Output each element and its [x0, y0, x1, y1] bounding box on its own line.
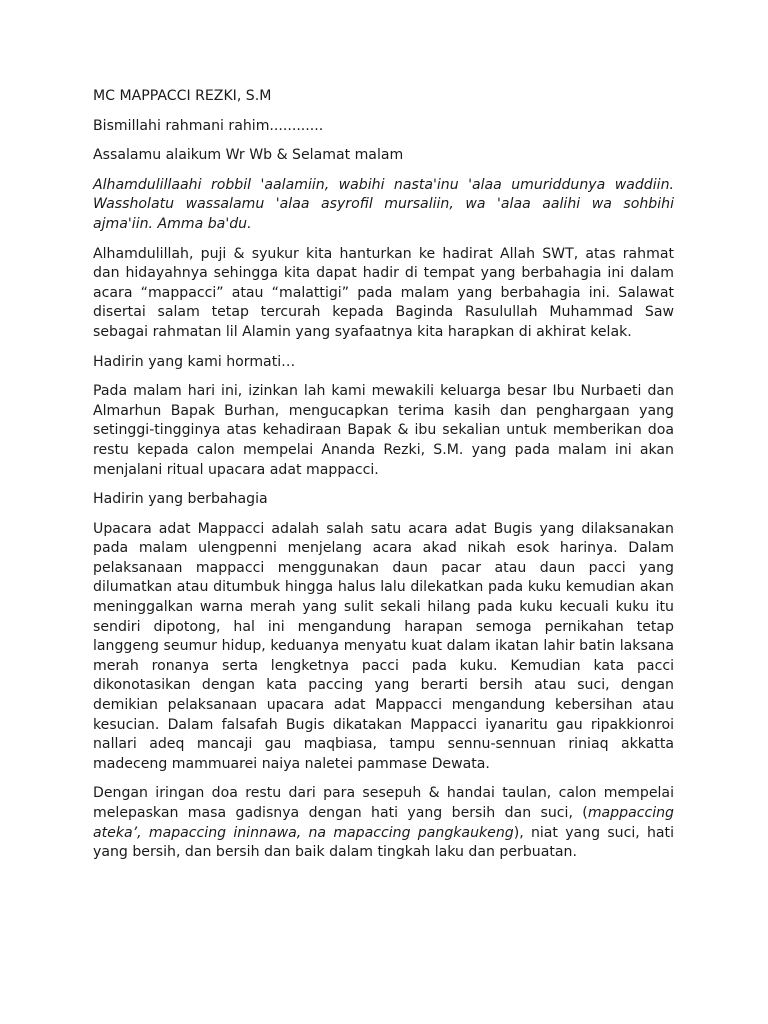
greeting-blessed-guests: Hadirin yang berbahagia	[93, 491, 268, 508]
paragraph-mappacci-explanation: Upacara adat Mappacci adalah salah satu acara adat Bugis yang dilaksanakan pada malam ulengpenni menjelang acara akad nikah esok harinya. Dalam pelaksanaan mappacci menggunakan daun pacar atau daun pacci yang dilumatkan atau ditumbuk hingga halus lalu dilekatkan pada kuku kemudian akan meninggalkan warna merah yang sulit sekali hilang pada kuku kecuali kuku itu sendiri dipotong, hal ini mengandung harapan semoga pernikahan tetap langgeng seumur hidup, keduanya menyatu kuat dalam ikatan lahir batin laksana merah ronanya serta lengketnya pacci pada kuku. Kemudian kata pacci dikonotasikan dengan kata paccing yang berarti bersih atau suci, dengan demikian pelaksanaan upacara adat Mappacci mengandung kebersihan atau kesucian. Dalam falsafah Bugis dikatakan Mappacci iyanaritu gau ripakkionroi nallari adeq mancaji gau maqbiasa, tampu sennu-sennuan riniaq akkatta madeceng mammuarei naiya naletei pammase Dewata.	[93, 520, 674, 772]
paragraph-gratitude: Alhamdulillah, puji & syukur kita hanturkan ke hadirat Allah SWT, atas rahmat dan hidayahnya sehingga kita dapat hadir di tempat yang berbahagia ini dalam acara “mappacci” atau “malattigi” pada malam yang berbahagia ini. Salawat disertai salam tetap tercurah kepada Baginda Rasulullah Muhammad Saw sebagai rahmatan lil Alamin yang syafaatnya kita harapkan di akhirat kelak.	[93, 245, 674, 340]
blessing-text-before: Dengan iringan doa restu dari para sesepuh & handai taulan, calon mempelai melepaskan masa gadisnya dengan hati yang bersih dan suci, (	[93, 785, 674, 821]
paragraph-thanks: Pada malam hari ini, izinkan lah kami mewakili keluarga besar Ibu Nurbaeti dan Almarhun Bapak Burhan, mengucapkan terima kasih dan penghargaan yang setinggi-tingginya atas kehadiraan Bapak & ibu sekalian untuk memberikan doa restu kepada calon mempelai Ananda Rezki, S.M. yang pada malam ini akan menjalani ritual upacara adat mappacci.	[93, 383, 674, 478]
greeting-honored-guests: Hadirin yang kami hormati…	[93, 353, 296, 370]
blessing-text-after: ), niat yang suci, hati yang bersih, dan bersih dan baik dalam tingkah laku dan perbuatan.	[93, 824, 674, 861]
document-title: MC MAPPACCI REZKI, S.M	[93, 88, 272, 104]
salam-line: Assalamu alaikum Wr Wb & Selamat malam	[93, 147, 404, 164]
opening-prayer: Alhamdulillaahi robbil 'aalamiin, wabihi nasta'inu 'alaa umuriddunya waddiin. Wassholatu wassalamu 'alaa asyrofil mursaliin, wa 'alaa aalihi wa sohbihi ajma'iin. Amma ba'du.	[93, 176, 674, 232]
blessing-text-italic: mappaccing ateka’, mapaccing ininnawa, na mapaccing pangkaukeng	[93, 805, 674, 841]
bismillah-line: Bismillahi rahmani rahim............	[93, 117, 324, 134]
paragraph-blessing	[93, 784, 674, 862]
